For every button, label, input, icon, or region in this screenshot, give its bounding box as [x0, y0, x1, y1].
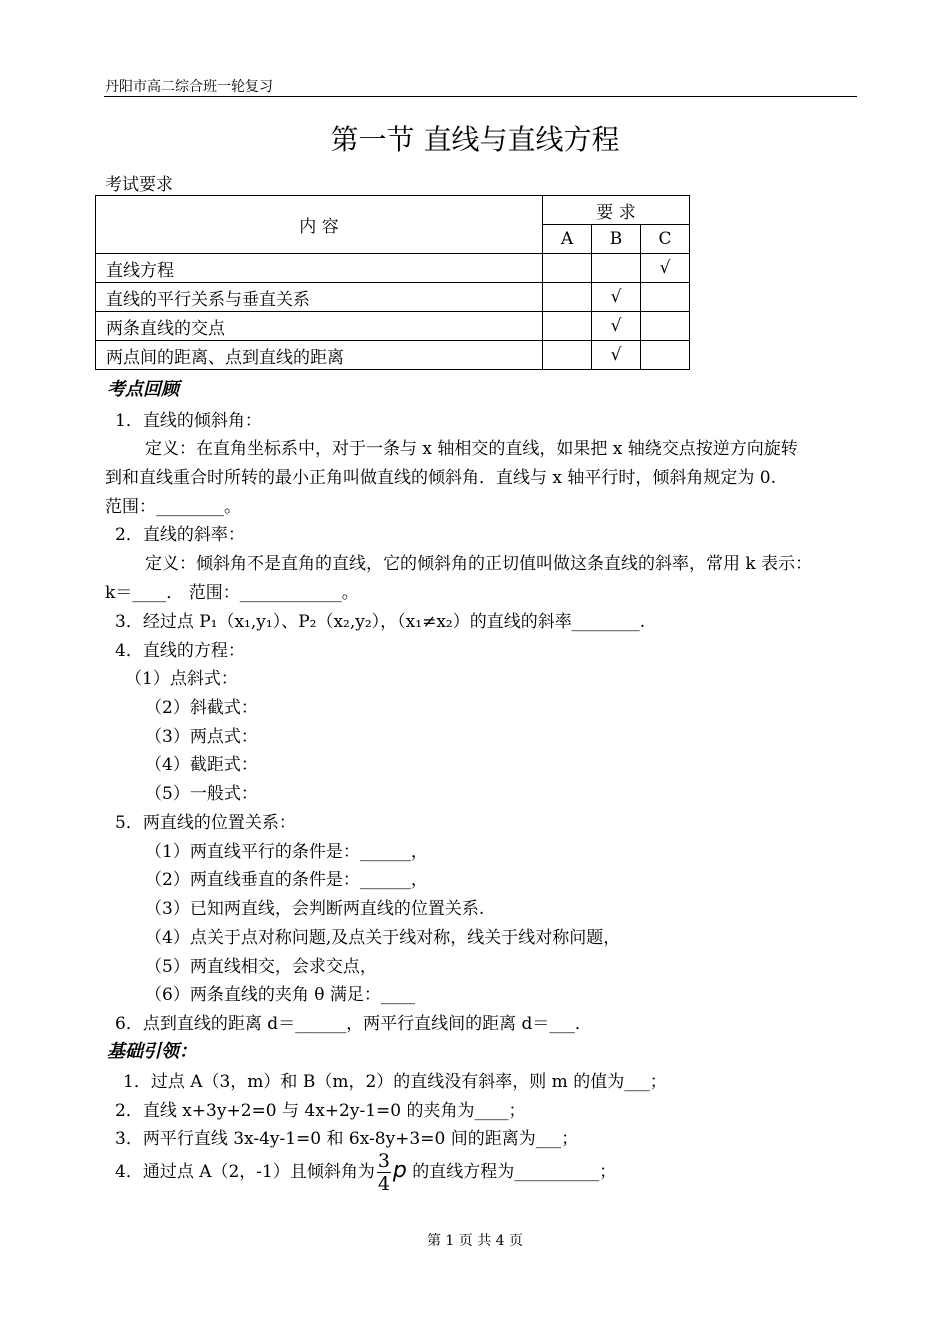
question-text: 4．通过点 A（2，-1）且倾斜角为	[115, 1162, 375, 1182]
content-header: 内 容	[96, 196, 543, 254]
table-row	[96, 254, 690, 283]
review-line: 1．直线的倾斜角：	[115, 411, 262, 431]
level-b-header: B	[592, 225, 641, 254]
review-line: 到和直线重合时所转的最小正角叫做直线的倾斜角．直线与 x 轴平行时，倾斜角规定为 0.	[105, 468, 777, 488]
review-line: （2）两直线垂直的条件是：______，	[145, 870, 428, 890]
row-level-b: √	[592, 312, 641, 341]
review-line: （6）两条直线的夹角 θ 满足：____	[145, 985, 415, 1005]
row-level-c	[641, 312, 690, 341]
row-topic: 直线方程	[96, 254, 543, 283]
review-line: （5）两直线相交，会求交点，	[145, 957, 377, 977]
review-line: （1）点斜式：	[125, 669, 238, 689]
page-title: 第一节 直线与直线方程	[330, 123, 620, 156]
fraction-denominator: 4	[377, 1173, 390, 1195]
table-row	[96, 312, 690, 341]
row-level-a	[543, 254, 592, 283]
row-level-c	[641, 341, 690, 370]
row-level-c: √	[641, 254, 690, 283]
review-line: 定义：在直角坐标系中，对于一条与 x 轴相交的直线，如果把 x 轴绕交点按逆方向旋转	[145, 439, 798, 459]
basic-heading: 基础引领：	[107, 1041, 197, 1062]
basic-question: 3．两平行直线 3x-4y-1=0 和 6x-8y+3=0 间的距离为___；	[115, 1129, 579, 1149]
page-header: 丹阳市高二综合班一轮复习	[105, 79, 273, 95]
review-line: （1）两直线平行的条件是：______，	[145, 842, 428, 862]
review-line: 6．点到直线的距离 d＝______，两平行直线间的距离 d＝___．	[115, 1014, 592, 1034]
fraction-numerator: 3	[377, 1150, 390, 1172]
requirements-header: 要 求	[543, 196, 690, 225]
row-level-a	[543, 341, 592, 370]
review-line: （2）斜截式：	[145, 698, 258, 718]
table-row	[96, 283, 690, 312]
exam-requirements-label: 考试要求	[105, 175, 173, 195]
review-line: （5）一般式：	[145, 784, 258, 804]
row-level-a	[543, 283, 592, 312]
review-line: （4）点关于点对称问题,及点关于线对称，线关于线对称问题，	[145, 928, 621, 948]
fraction	[377, 1150, 391, 1195]
review-line: k＝____． 范围：____________。	[105, 583, 359, 603]
basic-question	[115, 1150, 616, 1195]
table-header-row	[96, 196, 690, 225]
review-line: 3．经过点 P₁（x₁,y₁）、P₂（x₂,y₂），（x₁≠x₂）的直线的斜率________.	[115, 612, 646, 632]
basic-question: 1．过点 A（3，m）和 B（m，2）的直线没有斜率，则 m 的值为___；	[123, 1072, 667, 1092]
basic-question: 2．直线 x+3y+2=0 与 4x+2y-1=0 的夹角为____；	[115, 1101, 526, 1121]
review-line: 4．直线的方程：	[115, 641, 245, 661]
row-level-c	[641, 283, 690, 312]
review-line: （3）两点式：	[145, 727, 258, 747]
review-heading: 考点回顾	[107, 379, 179, 400]
row-topic: 两条直线的交点	[96, 312, 543, 341]
table-row	[96, 341, 690, 370]
row-level-a	[543, 312, 592, 341]
row-topic: 两点间的距离、点到直线的距离	[96, 341, 543, 370]
review-line: 定义：倾斜角不是直角的直线，它的倾斜角的正切值叫做这条直线的斜率，常用 k 表示：	[145, 554, 813, 574]
header-rule	[104, 96, 857, 97]
level-c-header: C	[641, 225, 690, 254]
row-level-b: √	[592, 341, 641, 370]
row-topic: 直线的平行关系与垂直关系	[96, 283, 543, 312]
review-line: 范围：________。	[105, 497, 241, 517]
review-line: （4）截距式：	[145, 755, 258, 775]
requirements-table	[95, 195, 690, 370]
row-level-b: √	[592, 283, 641, 312]
review-line: 2．直线的斜率：	[115, 525, 245, 545]
review-line: 5．两直线的位置关系：	[115, 813, 296, 833]
math-symbol: p	[392, 1158, 407, 1183]
review-line: （3）已知两直线，会判断两直线的位置关系.	[145, 899, 485, 919]
row-level-b	[592, 254, 641, 283]
page-footer: 第 1 页 共 4 页	[426, 1233, 524, 1249]
level-a-header: A	[543, 225, 592, 254]
question-text: 的直线方程为__________；	[406, 1162, 617, 1182]
